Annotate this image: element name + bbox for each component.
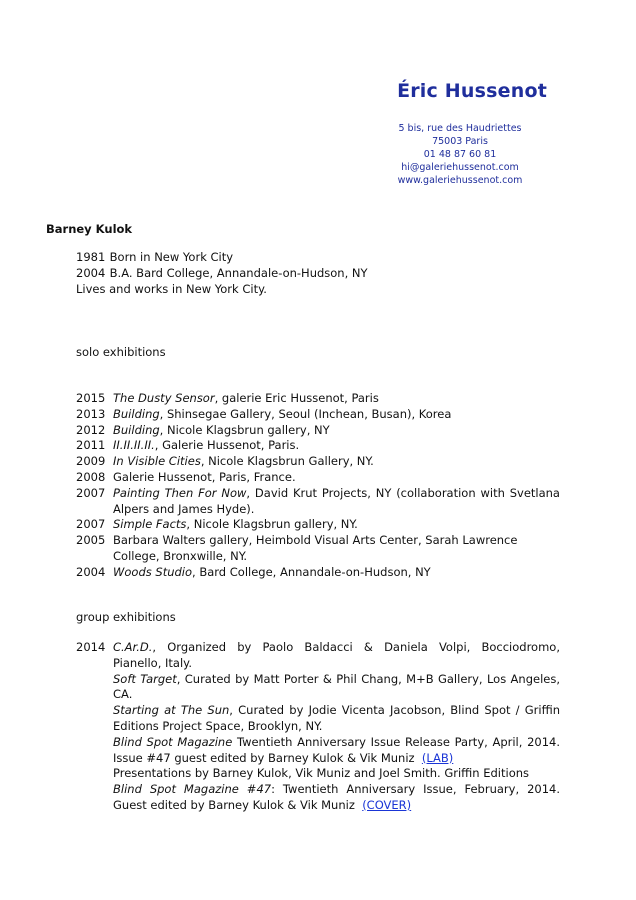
bio-row <box>76 250 576 266</box>
solo-exhibition-entry <box>76 486 560 518</box>
solo-exhibitions-heading: solo exhibitions <box>76 345 166 359</box>
exhibition-year: 2007 <box>76 517 106 532</box>
website-address: www.galeriehussenot.com <box>397 175 523 186</box>
exhibition-details-continued <box>113 798 560 814</box>
solo-exhibition-entry <box>76 454 560 470</box>
solo-exhibition-entry <box>76 407 560 423</box>
phone-number: 01 48 87 60 81 <box>423 149 497 160</box>
exhibition-year: 2009 <box>76 454 106 469</box>
exhibition-details: : Twentieth Anniversary Issue, February, 2014. <box>271 782 560 797</box>
cover-link[interactable]: (COVER) <box>362 797 412 812</box>
exhibition-details-continued: CA. <box>113 687 133 702</box>
exhibition-title: Building <box>113 422 160 437</box>
exhibition-title: Soft Target <box>113 671 177 686</box>
exhibition-details-continued: Pianello, Italy. <box>113 655 192 670</box>
gallery-name: Éric Hussenot <box>397 80 547 102</box>
exhibition-details: Galerie Hussenot, Paris, France. <box>113 469 296 484</box>
exhibition-year: 2007 <box>76 485 106 500</box>
group-exhibition-year-block <box>76 640 560 814</box>
exhibition-title: Simple Facts <box>113 517 187 532</box>
lab-link[interactable]: (LAB) <box>421 750 454 765</box>
exhibition-details: , Organized by Paolo Baldacci & Daniela Volpi, Bocciodromo, <box>152 640 560 654</box>
exhibition-details: , galerie Eric Hussenot, Paris <box>214 391 379 405</box>
exhibition-title: Woods Studio <box>113 564 193 579</box>
exhibition-details: , David Krut Projects, NY (collaboration with Svetlana <box>246 485 560 500</box>
exhibition-year: 2008 <box>76 469 106 484</box>
bio-row <box>76 266 576 282</box>
bio-residence: Lives and works in New York City. <box>76 281 267 296</box>
solo-exhibition-entry <box>76 423 560 439</box>
exhibition-details: , Curated by Jodie Vicenta Jacobson, Blind Spot / Griffin <box>229 703 560 718</box>
exhibition-year: 2005 <box>76 533 106 548</box>
exhibition-title: Starting at The Sun <box>113 703 230 718</box>
exhibition-title: Blind Spot Magazine <box>113 734 233 749</box>
solo-exhibition-entry <box>76 391 560 407</box>
exhibition-details-continued: Alpers and James Hyde). <box>113 501 255 516</box>
bio-text: B.A. Bard College, Annandale-on-Hudson, NY <box>109 265 368 280</box>
exhibition-year: 2011 <box>76 438 106 453</box>
exhibition-year: 2012 <box>76 422 106 437</box>
solo-exhibition-entry <box>76 533 560 565</box>
solo-exhibition-entry <box>76 470 560 486</box>
group-exhibition-entry <box>113 782 560 798</box>
exhibition-details-continued: Editions Project Space, Brooklyn, NY. <box>113 718 323 733</box>
group-exhibition-entry <box>113 672 560 688</box>
group-exhibitions-heading: group exhibitions <box>76 610 176 624</box>
group-exhibition-entry <box>113 735 560 751</box>
group-exhibitions-list <box>76 640 560 814</box>
exhibition-details: Barbara Walters gallery, Heimbold Visual Arts Center, Sarah Lawrence <box>113 533 518 548</box>
bio-year: 2004 <box>76 265 106 280</box>
artist-name: Barney Kulok <box>46 222 133 236</box>
solo-exhibitions-list <box>76 391 560 581</box>
exhibition-title: Building <box>113 406 160 421</box>
exhibition-year: 2013 <box>76 406 106 421</box>
solo-exhibition-entry <box>76 565 560 581</box>
exhibition-details: , Nicole Klagsbrun Gallery, NY. <box>200 454 374 469</box>
exhibition-details: , Shinsegae Gallery, Seoul (Inchean, Busan), Korea <box>159 406 452 421</box>
exhibition-title: Blind Spot Magazine #47 <box>113 782 272 797</box>
exhibition-details: , Galerie Hussenot, Paris. <box>154 438 300 453</box>
exhibition-details-continued: College, Bronxwille, NY. <box>113 548 248 563</box>
address-line-1: 5 bis, rue des Haudriettes <box>398 123 522 134</box>
exhibition-year: 2015 <box>76 391 106 405</box>
exhibition-title: The Dusty Sensor <box>113 391 215 405</box>
exhibition-title: II.II.II.II. <box>113 438 155 453</box>
exhibition-editor-note: Issue #47 guest edited by Barney Kulok & Vik Muniz <box>113 750 415 765</box>
exhibition-details: , Nicole Klagsbrun gallery, NY. <box>186 517 358 532</box>
exhibition-details: , Nicole Klagsbrun gallery, NY <box>159 422 330 437</box>
bio-text: Born in New York City <box>109 250 234 264</box>
group-exhibition-entry <box>113 640 560 656</box>
email-address: hi@galeriehussenot.com <box>401 162 519 173</box>
exhibition-title: C.Ar.D. <box>113 640 153 654</box>
exhibition-editor-note: Guest edited by Barney Kulok & Vik Muniz <box>113 797 355 812</box>
group-exhibition-entry <box>113 703 560 719</box>
solo-exhibition-entry <box>76 517 560 533</box>
address-line-2: 75003 Paris <box>432 136 488 147</box>
exhibition-details: Twentieth Anniversary Issue Release Party, April, 2014. <box>232 734 560 749</box>
exhibition-presentations-note: Presentations by Barney Kulok, Vik Muniz and Joel Smith. Griffin Editions <box>113 766 530 781</box>
exhibition-details-continued <box>113 751 560 767</box>
exhibition-year: 2014 <box>76 640 106 654</box>
bio-year: 1981 <box>76 250 106 264</box>
gallery-contact-block <box>380 122 540 187</box>
exhibition-details: , Bard College, Annandale-on-Hudson, NY <box>192 564 431 579</box>
solo-exhibition-entry <box>76 438 560 454</box>
exhibition-title: In Visible Cities <box>113 454 201 469</box>
artist-bio <box>76 250 576 297</box>
exhibition-details: , Curated by Matt Porter & Phil Chang, M+B Gallery, Los Angeles, <box>176 671 560 686</box>
exhibition-title: Painting Then For Now <box>113 485 247 500</box>
exhibition-year: 2004 <box>76 564 106 579</box>
